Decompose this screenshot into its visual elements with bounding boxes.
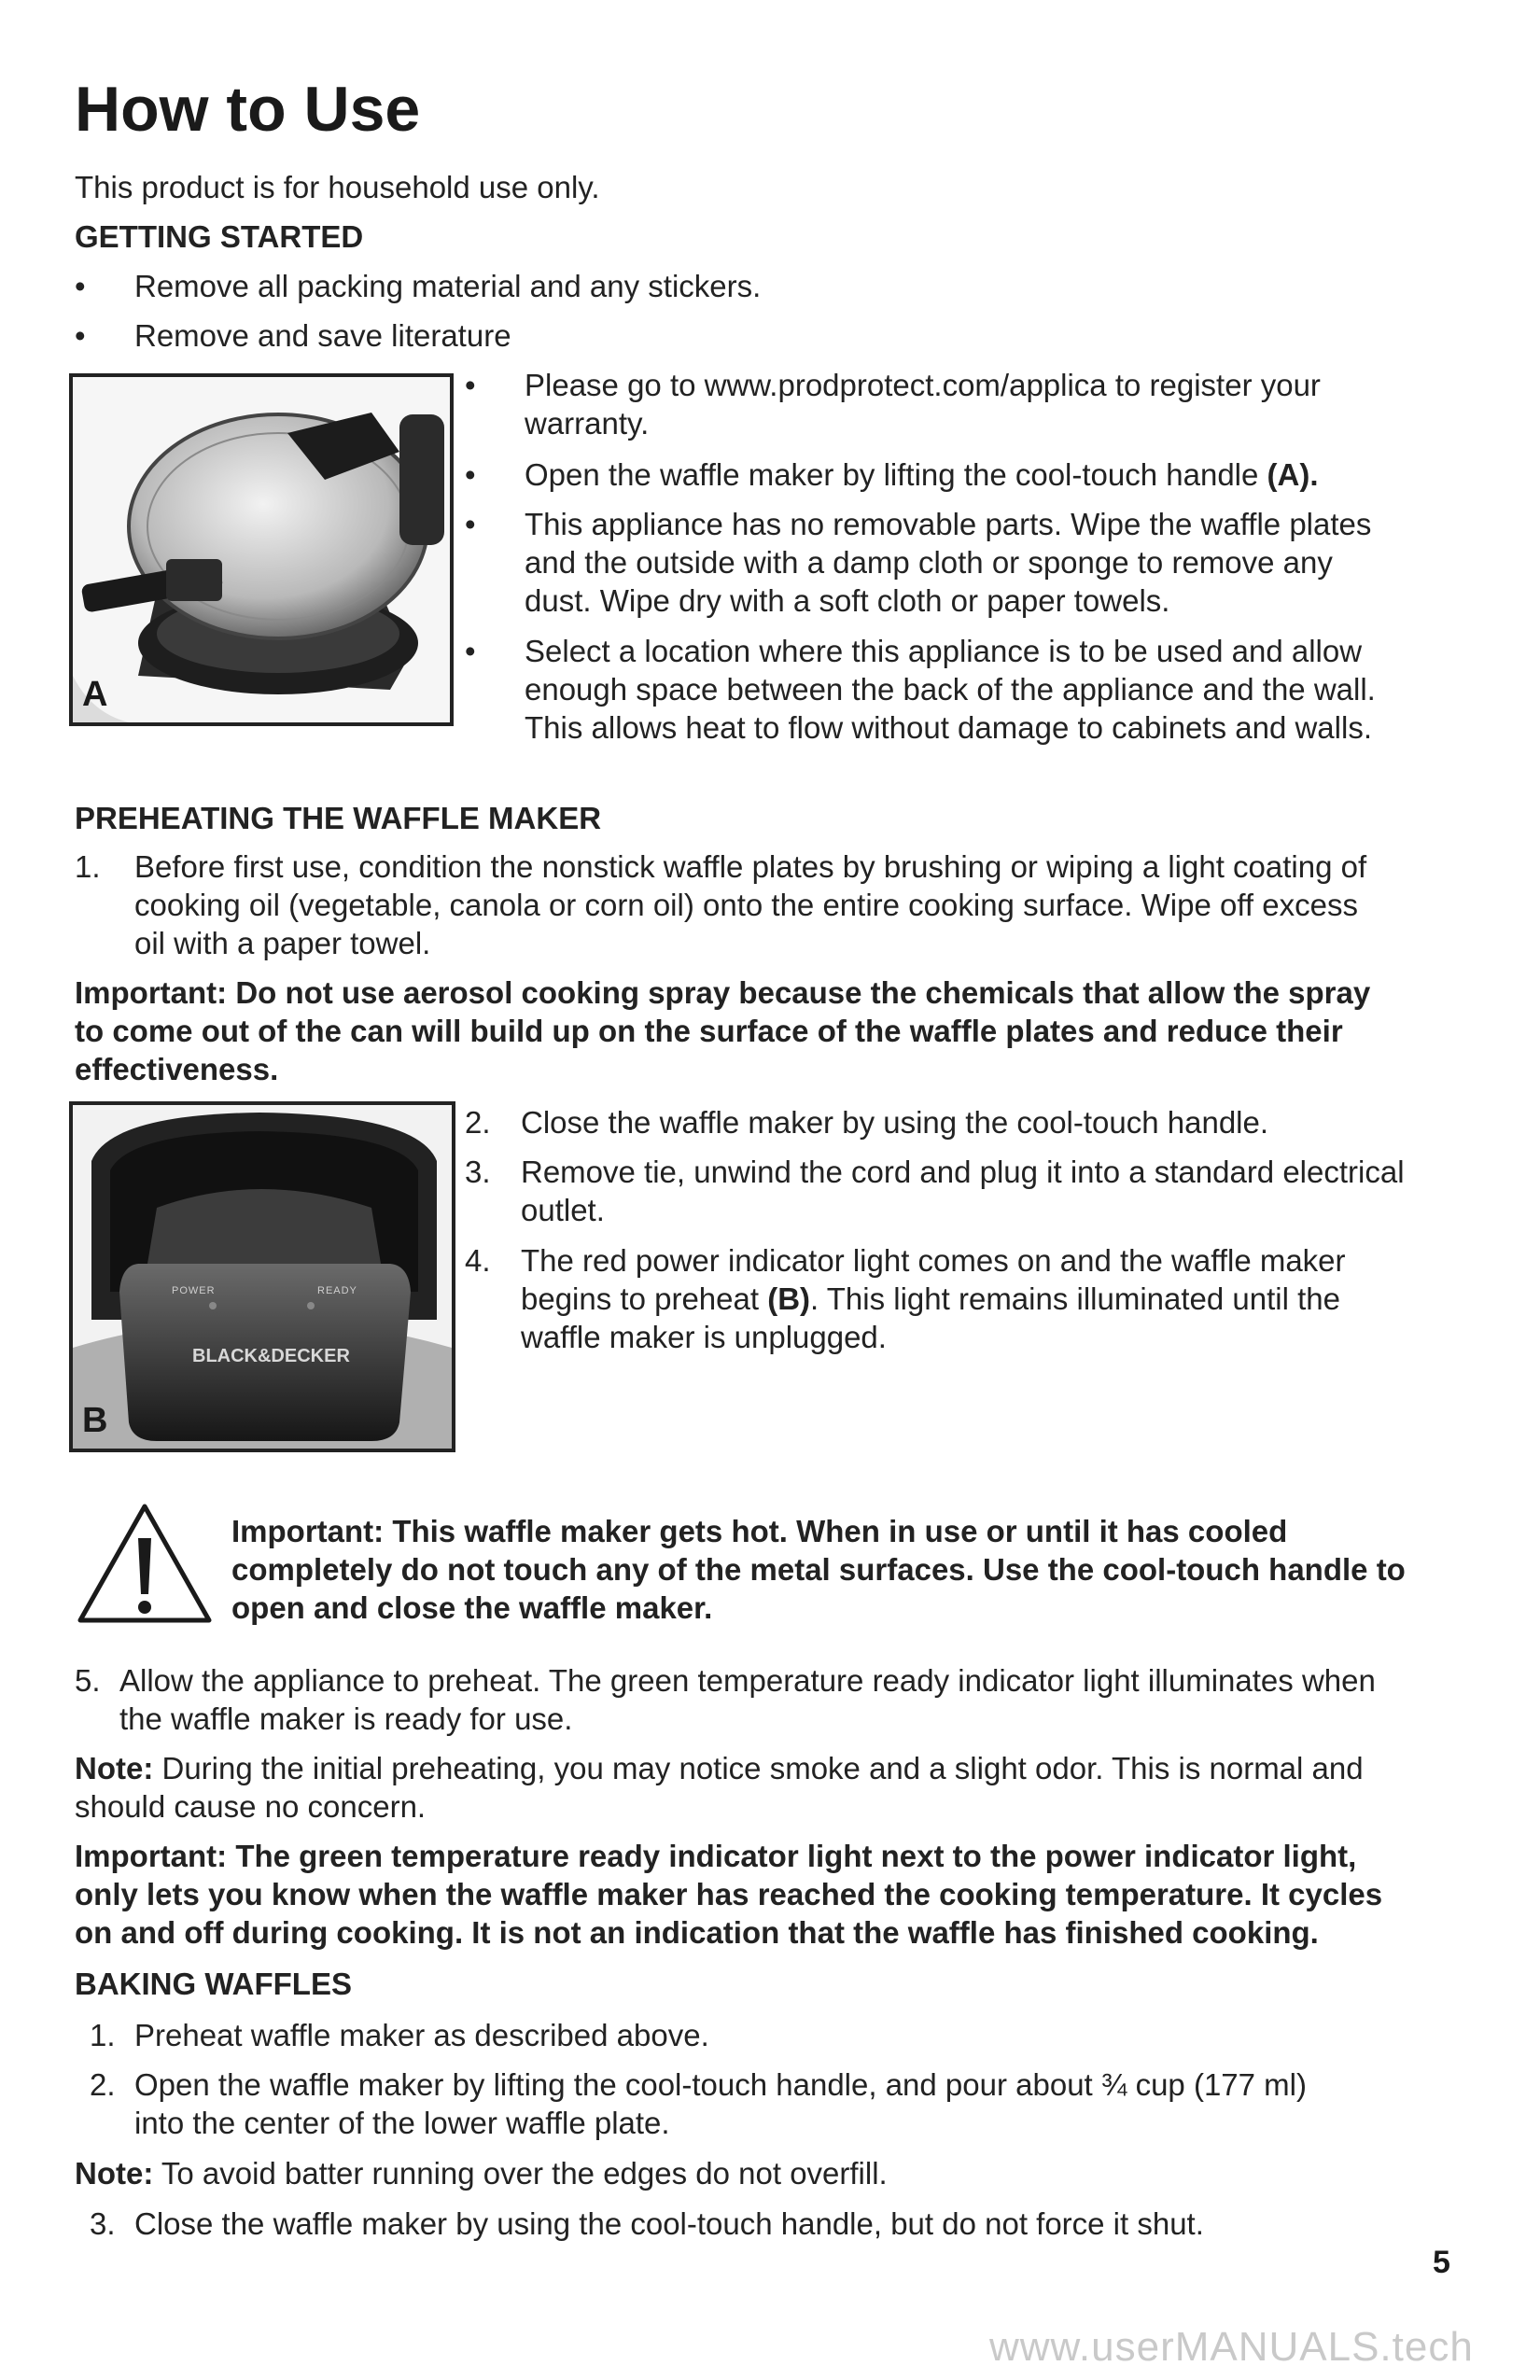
figure-a-photo	[69, 373, 454, 726]
important-note-aerosol: Important: Do not use aerosol cooking spray because the chemicals that allow the spray to come out of the can will build up on the surface of the waffle plates and reduce their effectiveness.	[75, 975, 1371, 1086]
waffle-maker-closed-illustration	[73, 1105, 452, 1449]
figure-b-photo	[69, 1101, 455, 1452]
step-number: 1.	[75, 849, 101, 884]
watermark: www.userMANUALS.tech	[989, 2324, 1474, 2370]
bullet-text: Select a location where this appliance is to be used and allow enough space between the back of the appliance and the wall. This allows heat to flow without damage to cabinets and walls.	[525, 634, 1376, 745]
step-number: 5.	[75, 1663, 101, 1698]
step-text: Before first use, condition the nonstick waffle plates by brushing or wiping a light coating of cooking oil (vegetable, canola or corn oil) onto the entire cooking surface. Wipe off excess oil with a paper towel.	[134, 849, 1367, 960]
bullet-text: Remove and save literature	[134, 318, 511, 353]
baking-heading: BAKING WAFFLES	[75, 1967, 352, 2001]
power-indicator-label: POWER	[172, 1285, 216, 1296]
step-text: Open the waffle maker by lifting the cool-touch handle, and pour about ¾ cup (177 ml) into the center of the lower waffle plate.	[134, 2067, 1307, 2140]
bullet-icon: •	[75, 269, 86, 303]
warning-icon	[75, 1501, 215, 1626]
figure-b-label: B	[82, 1401, 108, 1440]
step-number: 2.	[465, 1105, 491, 1140]
step-text: Remove tie, unwind the cord and plug it into a standard electrical outlet.	[521, 1155, 1405, 1227]
step-text: Close the waffle maker by using the cool-touch handle.	[521, 1105, 1269, 1140]
bullet-icon: •	[465, 634, 476, 668]
step-number: 1.	[90, 2018, 116, 2052]
step-text: Allow the appliance to preheat. The green temperature ready indicator light illuminates when the waffle maker is ready for use.	[119, 1663, 1376, 1736]
figure-a-label: A	[82, 675, 108, 714]
figure-a-reference: (A).	[1267, 457, 1319, 492]
step-number: 2.	[90, 2067, 116, 2102]
note-label: Note:	[75, 2156, 154, 2191]
bullet-text: Remove all packing material and any stickers.	[134, 269, 762, 303]
waffle-maker-open-illustration	[73, 377, 450, 722]
warning-text: Important: This waffle maker gets hot. When in use or until it has cooled completely do not touch any of the metal surfaces. Use the cool-touch handle to open and close the waffle maker.	[231, 1514, 1406, 1625]
figure-b-reference: (B)	[767, 1281, 811, 1316]
getting-started-heading: GETTING STARTED	[75, 219, 364, 254]
bullet-text: Open the waffle maker by lifting the cool-touch handle	[525, 457, 1259, 492]
bullet-icon: •	[75, 318, 86, 353]
step-text: Preheat waffle maker as described above.	[134, 2018, 709, 2052]
step-text: Close the waffle maker by using the cool-touch handle, but do not force it shut.	[134, 2206, 1204, 2241]
step-text-continued: . This light remains illuminated until the waffle maker is unplugged.	[521, 1281, 1341, 1354]
bullet-icon: •	[465, 507, 476, 541]
bullet-text: This appliance has no removable parts. Wipe the waffle plates and the outside with a damp cloth or sponge to remove any dust. Wipe dry with a soft cloth or paper towels.	[525, 507, 1372, 618]
bullet-icon: •	[465, 368, 476, 402]
brand-logo: BLACK&DECKER	[192, 1346, 350, 1366]
bullet-icon: •	[465, 457, 476, 492]
step-number: 4.	[465, 1243, 491, 1278]
ready-indicator-label: READY	[317, 1285, 357, 1296]
step-text: The red power indicator light comes on and the waffle maker begins to preheat	[521, 1243, 1346, 1316]
bullet-text: Please go to www.prodprotect.com/applica to register your warranty.	[525, 368, 1321, 441]
note-label: Note:	[75, 1751, 154, 1785]
preheat-note	[75, 1749, 1400, 1826]
step-number: 3.	[465, 1155, 491, 1189]
preheating-heading: PREHEATING THE WAFFLE MAKER	[75, 801, 602, 835]
note-text: To avoid batter running over the edges do not overfill.	[153, 2156, 888, 2191]
important-note-indicator: Important: The green temperature ready indicator light next to the power indicator light, only lets you know when the waffle maker has reached the cooking temperature. It cycles on and off during cooking. It is not an indication that the waffle has finished cooking.	[75, 1839, 1383, 1950]
intro-text: This product is for household use only.	[75, 170, 600, 204]
note-text: During the initial preheating, you may notice smoke and a slight odor. This is normal and should cause no concern.	[75, 1751, 1364, 1824]
page-number: 5	[1433, 2245, 1450, 2280]
baking-note	[75, 2154, 888, 2192]
step-number: 3.	[90, 2206, 116, 2241]
page-title: How to Use	[75, 74, 421, 145]
